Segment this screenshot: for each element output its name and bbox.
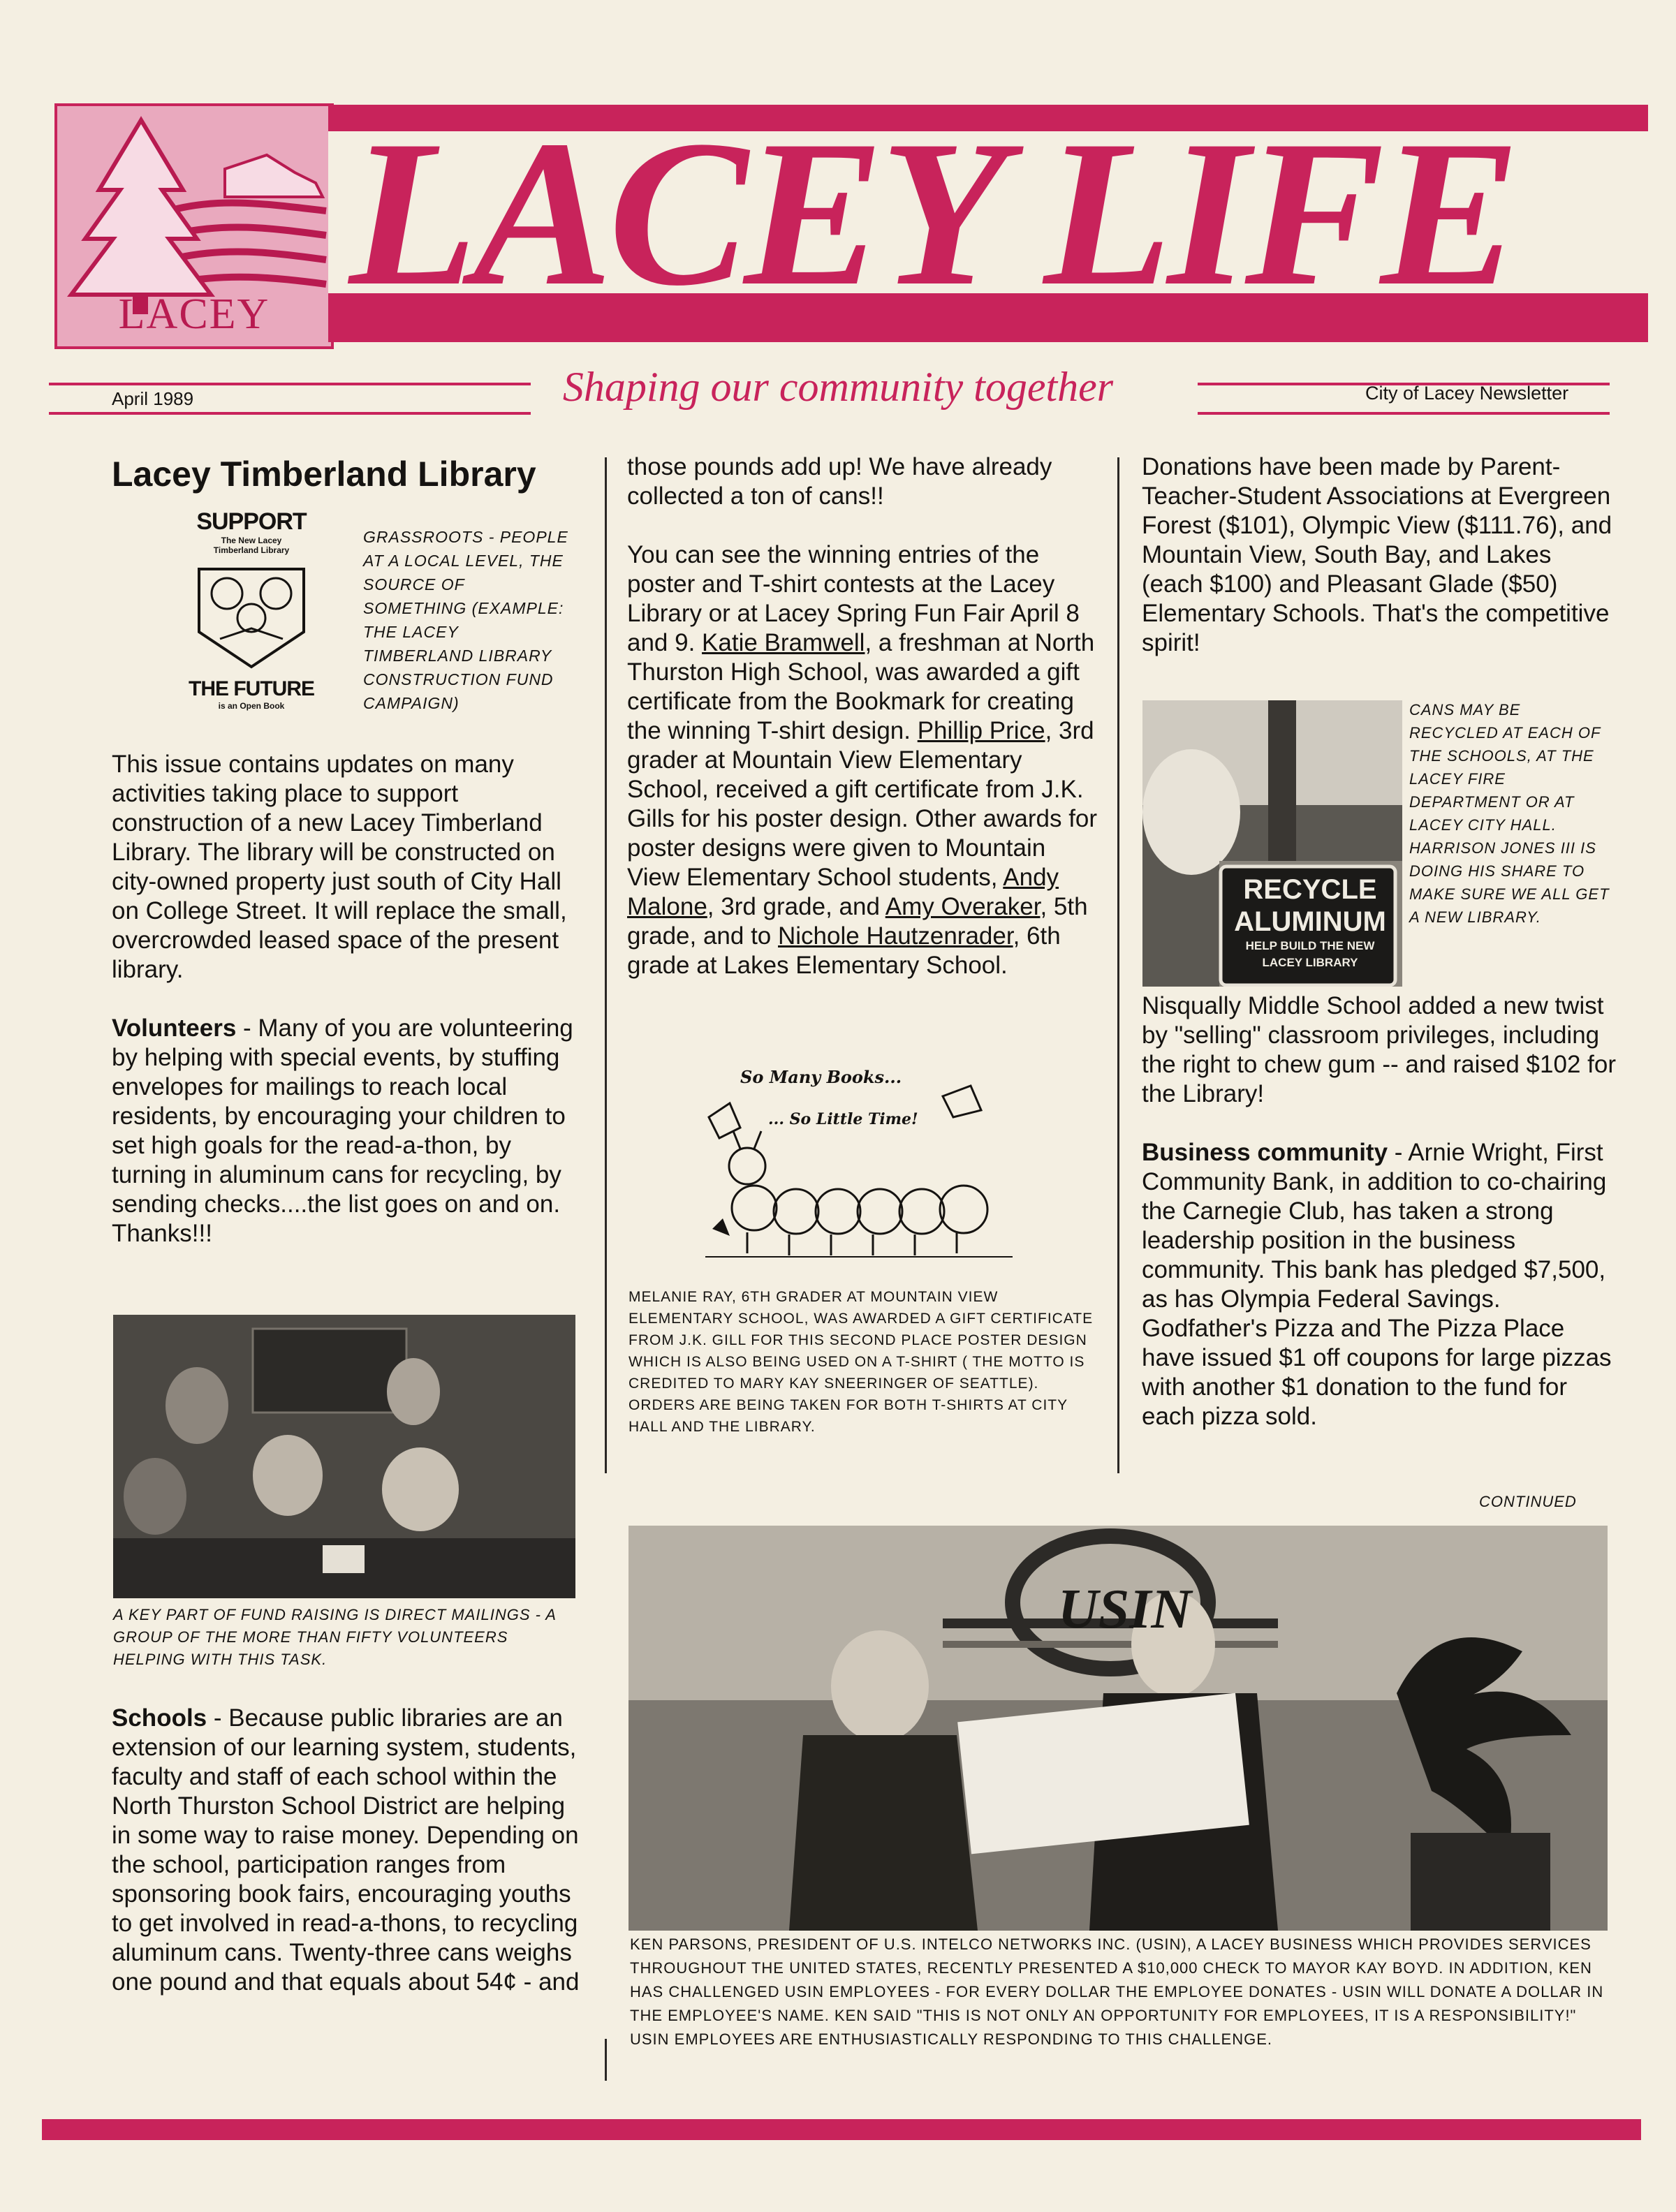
sign-line-4: LACEY LIBRARY	[1262, 956, 1358, 969]
volunteers-paragraph	[112, 1014, 580, 1248]
newsletter-name: City of Lacey Newsletter	[1365, 383, 1569, 404]
support-bottom: THE FUTURE	[189, 677, 314, 700]
column-3-text	[1142, 991, 1617, 1461]
sign-line-1: RECYCLE	[1243, 874, 1377, 905]
newsletter-title: LACEY LIFE	[349, 97, 1516, 329]
winner-name: Andy Malone	[627, 864, 1059, 920]
issue-date: April 1989	[112, 388, 194, 409]
footer-band	[42, 2119, 1641, 2140]
schools-lead: Schools	[112, 1704, 207, 1732]
business-lead: Business community	[1142, 1139, 1388, 1166]
support-library-graphic	[185, 508, 318, 732]
schools-paragraph	[112, 1704, 580, 1997]
caterpillar-drawing-icon	[698, 1061, 1020, 1271]
support-title: SUPPORT	[196, 508, 307, 535]
open-book-icon	[185, 555, 318, 674]
city-logo	[54, 103, 334, 349]
drawing-line-2: ... So Little Time!	[768, 1110, 918, 1128]
winners-text-c: , 3rd grader at Mountain View Elementary School, received a gift certificate from J.K. Gills for his poster design. Other awards for poster designs were given to Mountain View Elementary School students,	[627, 717, 1098, 891]
volunteers-photo	[113, 1315, 575, 1598]
winners-text-a: You can see the winning entries of the poster and T-shirt contests at the Lacey Library or at Lacey Spring Fun Fair April 8 and 9.	[627, 541, 1080, 656]
donations-paragraph: Donations have been made by Parent-Teacher-Student Associations at Evergreen Forest ($101), Olympic View ($111.76), and Mountain View, South Bay, and Lakes (each $100) and Pleasant Glade ($50) Elementary Schools. That's the competitive spirit!	[1142, 453, 1612, 656]
usin-logo-text: USIN	[1058, 1579, 1192, 1640]
check-photo-caption: KEN PARSONS, PRESIDENT OF U.S. INTELCO NETWORKS INC. (USIN), A LACEY BUSINESS WHICH PROVIDES SERVICES THROUGHOUT THE UNITED STATES, RECENTLY PRESENTED A $10,000 CHECK TO MAYOR KAY BOYD. IN ADDITION, KEN HAS CHALLENGED USIN EMPLOYEES - FOR EVERY DOLLAR THE EMPLOYEE DONATES - USIN WILL DONATE A DOLLAR IN THE EMPLOYEE'S NAME. KEN SAID "THIS IS NOT ONLY AN OPPORTUNITY FOR EMPLOYEES, IT IS A RESPONSIBILITY!" USIN EMPLOYEES ARE ENTHUSIASTICALLY RESPONDING TO THIS CHALLENGE.	[630, 1936, 1604, 2048]
winner-name: Katie Bramwell	[702, 629, 865, 656]
volunteers-text: - Many of you are volunteering by helping with special events, by stuffing envelopes for mailings to reach local residents, by encouraging your children to set high goals for the read-a-thon, by turning in aluminum cans for recycling, by sending checks....the list goes on and on. Thanks!!!	[112, 1015, 573, 1247]
recycle-sign	[1226, 873, 1394, 971]
column-1-text	[112, 750, 580, 1278]
winners-paragraph	[627, 540, 1102, 980]
sign-line-2: ALUMINUM	[1234, 906, 1386, 937]
recycle-caption: CANS MAY BE RECYCLED AT EACH OF THE SCHOOLS, AT THE LACEY FIRE DEPARTMENT OR AT LACEY CITY HALL. HARRISON JONES III IS DOING HIS SHARE TO MAKE SURE WE ALL GET A NEW LIBRARY.	[1409, 701, 1610, 926]
cans-paragraph: those pounds add up! We have already collected a ton of cans!!	[627, 453, 1052, 510]
winner-name: Amy Overaker	[885, 893, 1041, 920]
support-bottom-sub: is an Open Book	[218, 701, 285, 711]
winner-name: Phillip Price	[917, 717, 1045, 744]
continued-label: CONTINUED	[1479, 1493, 1577, 1510]
support-sub1: The New Lacey	[221, 536, 282, 545]
header-rule-left-bottom	[49, 412, 531, 415]
drawing-line-1: So Many Books...	[740, 1067, 902, 1087]
winner-name: Nichole Hautzenrader	[778, 922, 1013, 950]
logo-wordmark: LACEY	[118, 290, 270, 338]
column-rule-2	[1117, 457, 1119, 1473]
column-2-text	[627, 452, 1102, 1010]
winners-text-d: , 3rd grade, and	[707, 893, 885, 920]
column-rule-1-bottom	[605, 2039, 607, 2081]
support-sub2: Timberland Library	[213, 545, 290, 555]
volunteers-lead: Volunteers	[112, 1015, 237, 1042]
winners-text-e: , 5th grade, and to	[627, 893, 1088, 950]
drawing-caption: MELANIE RAY, 6TH GRADER AT MOUNTAIN VIEW ELEMENTARY SCHOOL, WAS AWARDED A GIFT CERTIFICATE FROM J.K. GILL FOR THIS SECOND PLACE POSTER DESIGN WHICH IS ALSO BEING USED ON A T-SHIRT ( THE MOTTO IS CREDITED TO MARY KAY SNEERINGER OF SEATTLE). ORDERS ARE BEING TAKEN FOR BOTH T-SHIRTS AT CITY HALL AND THE LIBRARY.	[628, 1289, 1094, 1435]
schools-text: - Because public libraries are an extension of our learning system, students, faculty and staff of each school within the North Thurston School District are helping in some way to raise money. Depending on the school, participation ranges from sponsoring book fairs, encouraging youths to get involved in read-a-thons, to recycling aluminum cans. Twenty-three cans weighs one pound and that equals about 54¢ - and	[112, 1704, 580, 1996]
tagline: Shaping our community together	[562, 364, 1114, 410]
sign-line-3: HELP BUILD THE NEW	[1245, 939, 1375, 952]
intro-paragraph: This issue contains updates on many activities taking place to support construction of a new Lacey Timberland Library. The library will be constructed on city-owned property just south of City Hall on College Street. It will replace the small, overcrowded leased space of the present library.	[112, 751, 567, 983]
masthead-banner	[328, 97, 1648, 342]
article-heading: Lacey Timberland Library	[112, 455, 536, 494]
recycle-photo	[1142, 700, 1402, 987]
winners-text-f: , 6th grade at Lakes Elementary School.	[627, 922, 1061, 979]
nisqually-paragraph: Nisqually Middle School added a new twist by "selling" classroom privileges, including the right to chew gum -- and raised $102 for the Library!	[1142, 992, 1616, 1107]
header-rule-left-top	[49, 383, 531, 385]
column-rule-1	[605, 457, 607, 1473]
grassroots-note: GRASSROOTS - PEOPLE AT A LOCAL LEVEL, THE SOURCE OF SOMETHING (EXAMPLE: THE LACEY TIMBERLAND LIBRARY CONSTRUCTION FUND CAMPAIGN)	[363, 528, 568, 712]
business-paragraph	[1142, 1138, 1617, 1431]
winners-text-b: , a freshman at North Thurston High School, was awarded a gift certificate from the Bookmark for creating the winning T-shirt design.	[627, 629, 1095, 744]
poster-drawing	[698, 1061, 1020, 1271]
business-text: - Arnie Wright, First Community Bank, in addition to co-chairing the Carnegie Club, has taken a strong leadership position in the business community. This bank has pledged $7,500, as has Olympia Federal Savings. Godfather's Pizza and The Pizza Place have issued $1 off coupons for large pizzas with another $1 donation to the fund for each pizza sold.	[1142, 1139, 1612, 1430]
header-rule-right-bottom	[1198, 412, 1610, 415]
check-presentation-photo	[628, 1526, 1608, 1931]
volunteers-photo-caption: A KEY PART OF FUND RAISING IS DIRECT MAILINGS - A GROUP OF THE MORE THAN FIFTY VOLUNTEERS HELPING WITH THIS TASK.	[113, 1606, 557, 1668]
volunteers-photo-art	[113, 1315, 575, 1598]
